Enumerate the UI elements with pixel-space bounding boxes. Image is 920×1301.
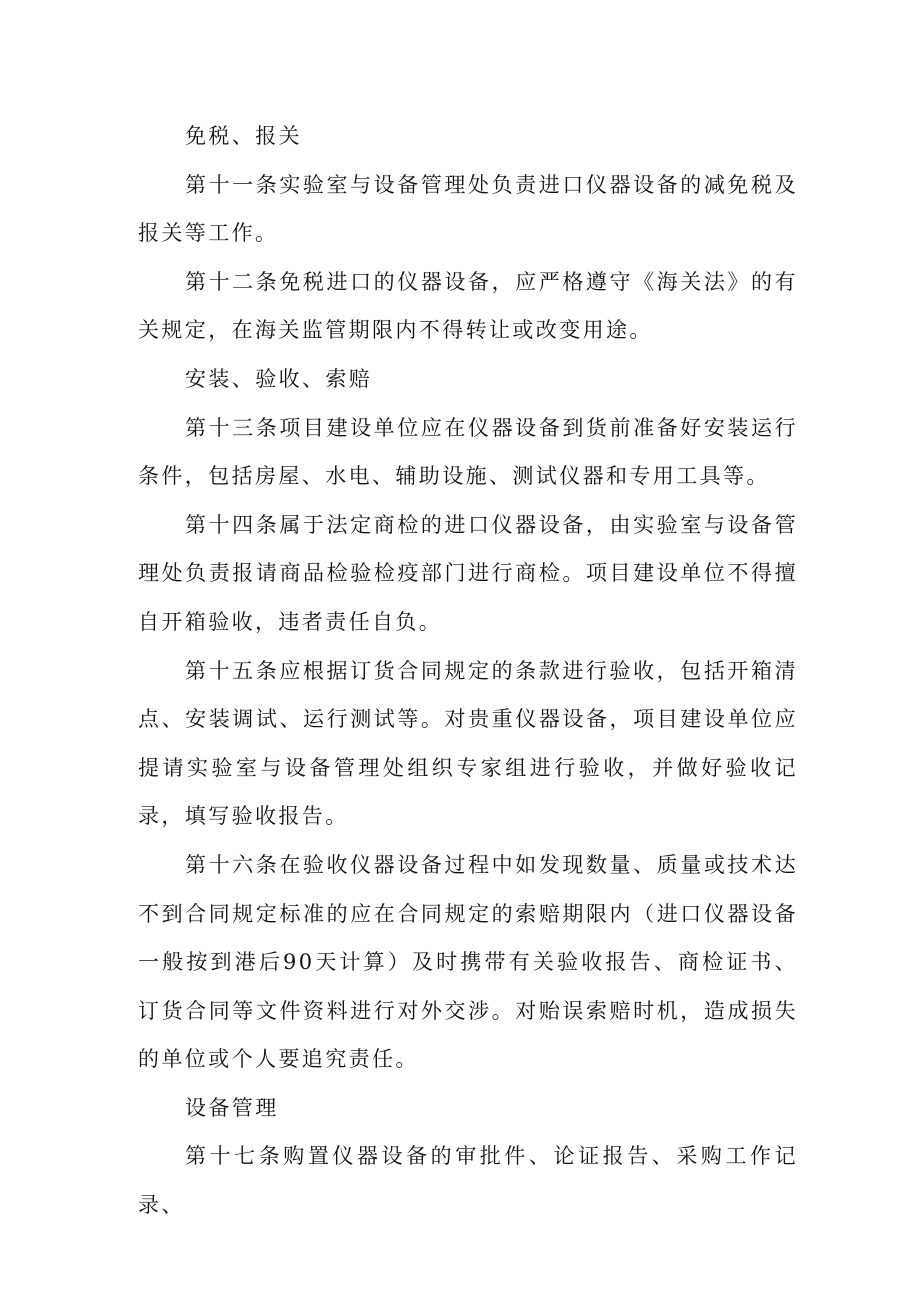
article-16: 第十六条在验收仪器设备过程中如发现数量、质量或技术达不到合同规定标准的应在合同规定的索赔期限内（进口仪器设备一般按到港后90天计算）及时携带有关验收报告、商检证书、订货合同等文件资料进行对外交涉。对贻误索赔时机，造成损失的单位或个人要追究责任。 bbox=[138, 852, 798, 1072]
article-11: 第十一条实验室与设备管理处负责进口仪器设备的减免税及报关等工作。 bbox=[138, 172, 798, 246]
section-heading-equipment-management: 设备管理 bbox=[185, 1095, 279, 1120]
section-heading-installation-acceptance-claims: 安装、验收、索赔 bbox=[185, 366, 373, 391]
document-body bbox=[138, 112, 798, 1230]
article-15: 第十五条应根据订货合同规定的条款进行验收，包括开箱清点、安装调试、运行测试等。对贵重仪器设备，项目建设单位应提请实验室与设备管理处组织专家组进行验收，并做好验收记录，填写验收报告。 bbox=[138, 658, 798, 829]
section-heading-duty-free-customs: 免税、报关 bbox=[185, 124, 302, 148]
article-17: 第十七条购置仪器设备的审批件、论证报告、采购工作记录、 bbox=[138, 1144, 798, 1218]
article-14: 第十四条属于法定商检的进口仪器设备，由实验室与设备管理处负责报请商品检验检疫部门进行商检。项目建设单位不得擅自开箱验收，违者责任自负。 bbox=[138, 512, 798, 634]
article-13: 第十三条项目建设单位应在仪器设备到货前准备好安装运行条件，包括房屋、水电、辅助设施、测试仪器和专用工具等。 bbox=[138, 415, 798, 489]
article-12: 第十二条免税进口的仪器设备，应严格遵守《海关法》的有关规定，在海关监管期限内不得转让或改变用途。 bbox=[138, 269, 798, 343]
